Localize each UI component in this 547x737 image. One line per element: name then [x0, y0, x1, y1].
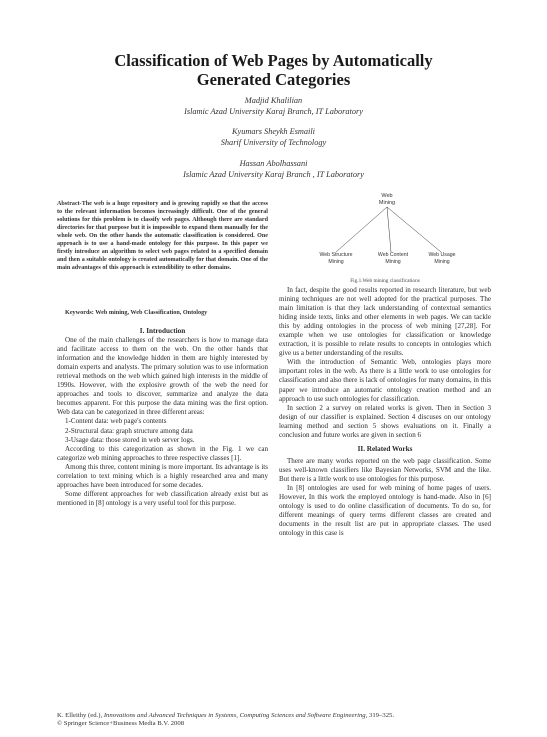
child-node-label-2: Mining — [434, 259, 450, 265]
paragraph: According to this categorization as shown in the Fig. 1 we can categorize web mining approaches to three respective classes [1]. — [57, 444, 268, 462]
connector-line — [387, 207, 391, 252]
citation-line — [57, 712, 497, 720]
root-node-label-1: Web — [381, 193, 393, 199]
child-node-label-1: Web Structure — [319, 252, 353, 258]
author-block-1 — [60, 96, 487, 117]
abstract: Abstract-The web is a huge repository and is growing rapidly so that the access to the relevant information becomes increasingly difficult. One of the general solutions for this problem is to classify web pages. Although there are standard directories for that purpose but it is impossible to expand them manually for the whole web. On the other hands the automatic classification is considered. One approach is to use a hand-made ontology for this purpose. In this paper we firstly introduce an algorithm to select web pages related to a specified domain and then a suitable ontology is created automatically for that domain. One of the main advantages of this approach is extendibility to other domains. — [57, 201, 268, 272]
keywords: Keywords: Web mining, Web Classification, Ontology — [65, 309, 208, 316]
child-node-label-1: Web Usage — [428, 252, 456, 258]
list-item: 3-Usage data: those stored in web server logs. — [65, 435, 195, 444]
child-node-label-1: Web Content — [377, 252, 409, 258]
author-name: Hassan Abolhassani — [239, 159, 308, 168]
root-node-label-2: Mining — [378, 200, 396, 206]
connector-line — [387, 207, 441, 252]
citation-editor: K. Elleithy (ed.), — [57, 712, 104, 719]
paragraph: With the introduction of Semantic Web, ontologies plays more important roles in the web. As there is a little work to use ontologies for classification and also there is lack of ontologies for many domains, in this paper we introduce an automatic ontology creation method and an approach to use such ontologies for classification. — [279, 358, 491, 403]
author-block-3 — [60, 159, 487, 180]
author-affiliation: Islamic Azad University Karaj Branch, IT Laboratory — [184, 106, 363, 116]
web-mining-diagram — [316, 188, 458, 286]
copyright-line: © Springer Science+Business Media B.V. 2008 — [57, 720, 185, 728]
paragraph: In section 2 a survey on related works is given. Then in Section 3 design of our classifier is explained. Section 4 discuses on our ontology learning method and section 5 shows evaluations on it. Finally a conclusion and future works are given in section 6 — [279, 403, 491, 439]
list-item: 2-Structural data: graph structure among data — [65, 426, 193, 435]
citation-pages: 319–325. — [367, 712, 395, 719]
section-heading-introduction: I. Introduction — [139, 327, 186, 335]
paragraph: Among this three, content mining is more important. Its advantage is its correlation to text mining which is a highly researched area and many approaches have been introduced for some decades. — [57, 462, 268, 489]
figure-caption: Fig.1.Web mining classifications — [350, 278, 420, 284]
title-line-2: Generated Categories — [196, 70, 351, 89]
paragraph: In fact, despite the good results reported in research literature, but web mining techniques are not well adopted for the practical purposes. The main limitation is that they lack understanding of contextual semantics hiding inside texts, links and other elements in web pages. We can tackle this by adding ontologies in the process of web mining [27,28]. For example when we use ontologies for classification or knowledge extraction, it is possible to relate results to concepts in ontologies which give us a better understanding of the results. — [279, 286, 491, 358]
author-affiliation: Islamic Azad University Karaj Branch , IT Laboratory — [183, 169, 364, 179]
paragraph: In [8] ontologies are used for web mining of home pages of users. However, In this work the employed ontology is hand-made. Also in [6] ontology is used to do online classification of documents. To do so, for different meanings of query terms different classes are created and documents in the result list are put in appropriate classes. The used ontology in this case is — [279, 483, 491, 538]
author-name: Madjid Khalilian — [244, 96, 303, 105]
paragraph: Some different approaches for web classification already exist but as mentioned in [8] ontology is a very useful tool for this purpose. — [57, 489, 268, 507]
footer — [57, 712, 497, 729]
title-line-1: Classification of Web Pages by Automatically — [114, 51, 433, 70]
citation-book-title: Innovations and Advanced Techniques in Systems, Computing Sciences and Software Engineering, — [103, 712, 368, 719]
child-node-label-2: Mining — [385, 259, 401, 265]
connector-line — [336, 207, 387, 252]
author-block-2 — [60, 127, 487, 148]
right-column — [279, 286, 491, 538]
paper-title — [60, 51, 487, 89]
child-node-label-2: Mining — [328, 259, 344, 265]
section-heading-related-works: II. Related Works — [357, 444, 413, 453]
paragraph: One of the main challenges of the researchers is how to manage data and facilitate access to them on the web. On the other hands that information and the knowledge hidden in them are highly interested by domain experts and analysts. The primary solution was to use information retrieval methods on the web which gained high interests in the middle of 1990s. However, with the explosive growth of the web the need for approaches and tools to discover, summarize and analyze the data becomes apparent. For this purpose the data mining was the first option. Web data can be categorized in three different areas: — [57, 336, 268, 417]
author-name: Kyumars Sheykh Esmaili — [232, 127, 315, 136]
list-item: 1-Content data: web page's contents — [65, 417, 167, 426]
left-column — [57, 327, 268, 508]
author-affiliation: Sharif University of Technology — [220, 137, 327, 147]
paragraph: There are many works reported on the web page classification. Some uses well-known classifiers like Bayesian Networks, SVM and the like. But there is a little work to use ontologies for this purpose. — [279, 456, 491, 483]
